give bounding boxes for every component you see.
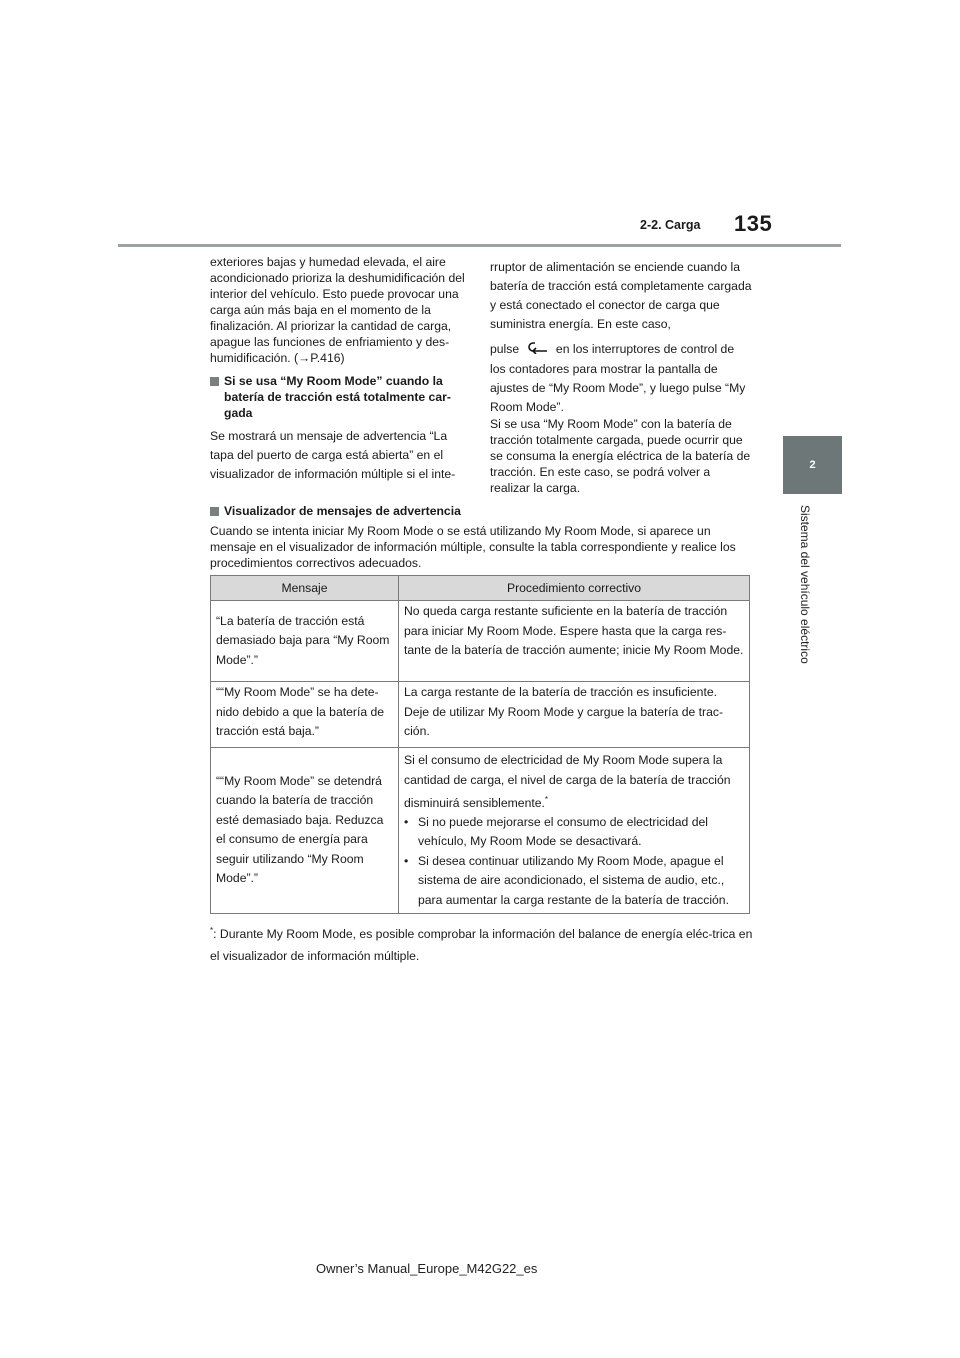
procedure-cell: La carga restante de la batería de tracción es insuficiente. Deje de utilizar My Room Mode y cargue la batería de trac-ción.	[399, 682, 750, 748]
list-item: • Si no puede mejorarse el consumo de electricidad del vehículo, My Room Mode se desactivará.	[404, 814, 708, 849]
table-row	[211, 747, 750, 914]
square-bullet-icon	[210, 507, 219, 516]
column-header-procedure: Procedimiento correctivo	[399, 576, 750, 601]
chapter-tab-number: 2	[809, 459, 816, 471]
table-row	[211, 682, 750, 748]
procedure-text: Si el consumo de electricidad de My Room Mode supera la cantidad de carga, el nivel de carga de la batería de tracción disminuirá sensiblemente.	[404, 752, 731, 810]
right-paragraph-1c: los contadores para mostrar la pantalla de ajustes de “My Room Mode”, y luego pulse “My Room Mode”.	[490, 362, 746, 414]
section-title: 2-2. Carga	[640, 218, 701, 232]
warning-section	[210, 503, 752, 571]
room-mode-heading-text: Si se usa “My Room Mode” cuando la batería de tracción está totalmente car-gada	[224, 374, 451, 420]
right-paragraph-1a: rruptor de alimentación se enciende cuando la batería de tracción está completamente cargada y está conectado el conector de carga que suministra energía. En este caso,	[490, 260, 752, 331]
footnote-mark: *	[544, 794, 549, 804]
column-header-message: Mensaje	[211, 576, 399, 601]
message-cell: “La batería de tracción está demasiado baja para “My Room Mode”.”	[211, 601, 399, 682]
procedure-cell	[399, 747, 750, 914]
list-item: • Si desea continuar utilizando My Room Mode, apague el sistema de aire acondicionado, el sistema de audio, etc., para aumentar la carga restante de la batería de tracción.	[404, 853, 729, 907]
table-header-row	[211, 576, 750, 601]
room-mode-heading	[210, 373, 467, 421]
procedure-cell: No queda carga restante suficiente en la batería de tracción para iniciar My Room Mode. Espere hasta que la carga res-tante de la batería de tracción aumente; inicie My Room Mode.	[399, 601, 750, 682]
chapter-tab[interactable]	[783, 436, 842, 494]
warning-heading	[210, 503, 752, 519]
footnote-mark: *	[210, 926, 214, 935]
left-paragraph-2: Se mostrará un mensaje de advertencia “La tapa del puerto de carga está abierta” en el visualizador de información múltiple si el inte-	[210, 429, 456, 481]
square-bullet-icon	[210, 377, 219, 386]
back-arrow-icon	[526, 340, 550, 354]
footnote	[210, 920, 755, 967]
chapter-label: Sistema del vehículo eléctrico	[798, 505, 812, 664]
right-paragraph-2: Si se usa “My Room Mode” con la batería de tracción totalmente cargada, puede ocurrir que se consuma la energía eléctrica de la batería de tracción. En este caso, se podrá volver a realizar la carga.	[490, 417, 751, 495]
message-cell: ““My Room Mode” se ha dete-nido debido a que la batería de tracción está baja.”	[211, 682, 399, 748]
left-column	[210, 254, 467, 484]
page-number: 135	[734, 211, 773, 236]
right-column	[490, 258, 752, 496]
header-rule	[118, 244, 841, 247]
right-paragraph-1b: pulse en los interruptores de control de	[490, 342, 735, 356]
warning-messages-table	[210, 575, 750, 914]
table-row	[211, 601, 750, 682]
warning-intro: Cuando se intenta iniciar My Room Mode o se está utilizando My Room Mode, si aparece un mensaje en el visualizador de información múltiple, consulte la tabla correspondiente y realice los procedimientos correctivos adecuados.	[210, 524, 736, 570]
left-paragraph-1: exteriores bajas y humedad elevada, el aire acondicionado prioriza la deshumidificación del interior del vehículo. Esto puede provocar una carga aún más baja en el momento de la finalización. Al priorizar la cantidad de carga, apague las funciones de enfriamiento y des-humidificación. (→P.416)	[210, 255, 465, 365]
message-cell: ““My Room Mode” se detendrá cuando la batería de tracción esté demasiado baja. Reduzca el consumo de energía para seguir utilizando “My Room Mode”.”	[211, 747, 399, 914]
footnote-text: : Durante My Room Mode, es posible comprobar la información del balance de energía eléc-trica en el visualizador de información múltiple.	[210, 927, 753, 964]
footer-manual-id: Owner’s Manual_Europe_M42G22_es	[316, 1261, 538, 1276]
warning-heading-text: Visualizador de mensajes de advertencia	[224, 504, 461, 518]
